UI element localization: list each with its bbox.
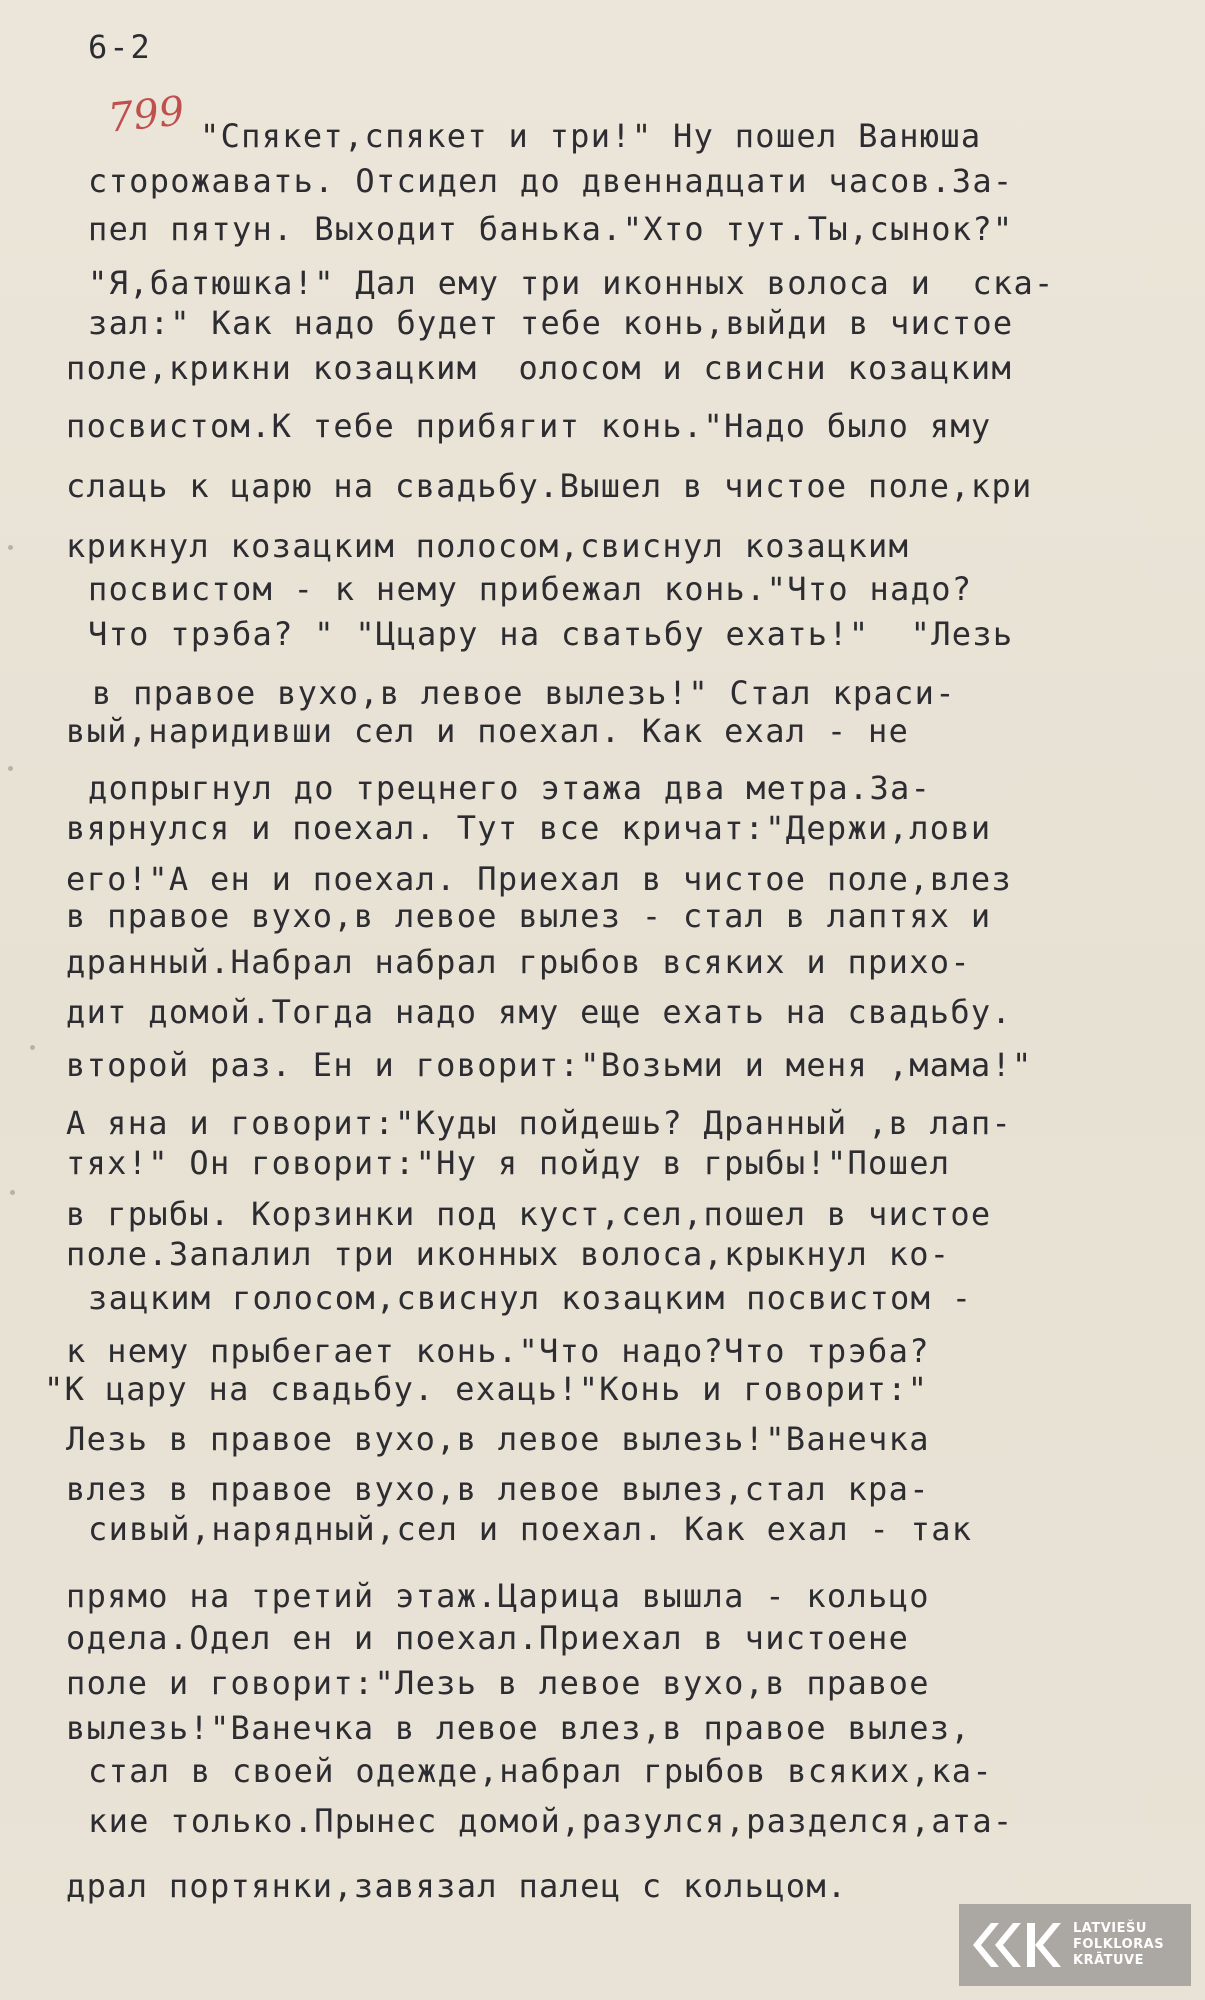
text-line: сторожавать. Отсидел до двеннадцати часов.За- bbox=[88, 162, 1014, 200]
text-line: зал:" Как надо будет тебе конь,выйди в чистое bbox=[88, 304, 1014, 342]
text-line: кие только.Прынес домой,разулся,разделся,ата- bbox=[88, 1802, 1014, 1840]
text-line: вый,наридивши сел и поехал. Как ехал - не bbox=[66, 712, 910, 750]
punch-hole bbox=[30, 1045, 35, 1050]
text-line: влез в правое вухо,в левое вылез,стал кра- bbox=[66, 1470, 930, 1508]
text-line: второй раз. Ен и говорит:"Возьми и меня ,мама!" bbox=[66, 1046, 1033, 1084]
text-line: "К цару на свадьбу. ехаць!"Конь и говорит:" bbox=[44, 1370, 929, 1408]
text-line: прямо на третий этаж.Царица вышла - кольцо bbox=[66, 1577, 930, 1615]
text-line: крикнул козацким полосом,свиснул козацким bbox=[66, 527, 910, 565]
text-line: вылезь!"Ванечка в левое влез,в правое вылез, bbox=[66, 1709, 971, 1747]
text-line: "Я,батюшка!" Дал ему три иконных волоса и ска- bbox=[88, 264, 1055, 302]
text-line: вярнулся и поехал. Тут все кричат:"Держи,лови bbox=[66, 809, 992, 847]
text-line: дит домой.Тогда надо яму еще ехать на свадьбу. bbox=[66, 993, 1013, 1031]
text-line: поле,крикни козацким олосом и свисни козацким bbox=[66, 349, 1013, 387]
text-line: А яна и говорит:"Куды пойдешь? Дранный ,в лап- bbox=[66, 1104, 1013, 1142]
text-line: посвистом - к нему прибежал конь."Что надо? bbox=[88, 570, 973, 608]
punch-hole bbox=[8, 766, 13, 771]
logo-text bbox=[1073, 1921, 1164, 1969]
text-line: его!"А ен и поехал. Приехал в чистое поле,влез bbox=[66, 860, 1013, 898]
text-line: тях!" Он говорит:"Ну я пойду в грыбы!"Пошел bbox=[66, 1144, 951, 1182]
logo-line-2: FOLKLORAS bbox=[1073, 1937, 1165, 1952]
text-line: в грыбы. Корзинки под куст,сел,пошел в чистое bbox=[66, 1195, 992, 1233]
text-line: сивый,нарядный,сел и поехал. Как ехал - так bbox=[88, 1510, 973, 1548]
text-line: слаць к царю на свадьбу.Вышел в чистое поле,кри bbox=[66, 467, 1033, 505]
punch-hole bbox=[10, 1190, 15, 1195]
text-line: стал в своей одежде,набрал грыбов всяких,ка- bbox=[88, 1752, 993, 1790]
logo-line-1: LATVIEŠU bbox=[1073, 1921, 1147, 1936]
logo-line-3: KRĀTUVE bbox=[1073, 1953, 1145, 1968]
text-line: поле и говорит:"Лезь в левое вухо,в правое bbox=[66, 1664, 930, 1702]
archive-number: 799 bbox=[105, 88, 187, 142]
text-line: драл портянки,завязал палец с кольцом. bbox=[66, 1867, 848, 1905]
text-line: в правое вухо,в левое вылезь!" Стал краси- bbox=[92, 674, 956, 712]
text-line: пел пятун. Выходит банька."Хто тут.Ты,сынок?" bbox=[88, 210, 1014, 248]
text-line: "Спякет,спякет и три!" Ну пошел Ванюша bbox=[200, 117, 982, 155]
punch-hole bbox=[8, 545, 13, 550]
text-line: в правое вухо,в левое вылез - стал в лаптях и bbox=[66, 897, 992, 935]
text-line: зацким голосом,свиснул козацким посвистом - bbox=[88, 1279, 973, 1317]
page-number: 6-2 bbox=[88, 28, 152, 66]
text-line: Лезь в правое вухо,в левое вылезь!"Ванечка bbox=[66, 1420, 930, 1458]
text-line: допрыгнул до трецнего этажа два метра.За- bbox=[88, 769, 932, 807]
text-line: Что трэба? " "Ццару на сватьбу ехать!" "Лезь bbox=[88, 615, 1014, 653]
text-line: поле.Запалил три иконных волоса,крыкнул ко- bbox=[66, 1235, 951, 1273]
text-line: к нему прыбегает конь."Что надо?Что трэба? bbox=[66, 1332, 930, 1370]
archive-logo bbox=[959, 1904, 1191, 1986]
text-line: дранный.Набрал набрал грыбов всяких и прихо- bbox=[66, 943, 971, 981]
text-line: посвистом.К тебе прибягит конь."Надо было яму bbox=[66, 407, 992, 445]
text-line: одела.Одел ен и поехал.Приехал в чистоене bbox=[66, 1619, 910, 1657]
lfk-logo-icon bbox=[969, 1915, 1065, 1975]
